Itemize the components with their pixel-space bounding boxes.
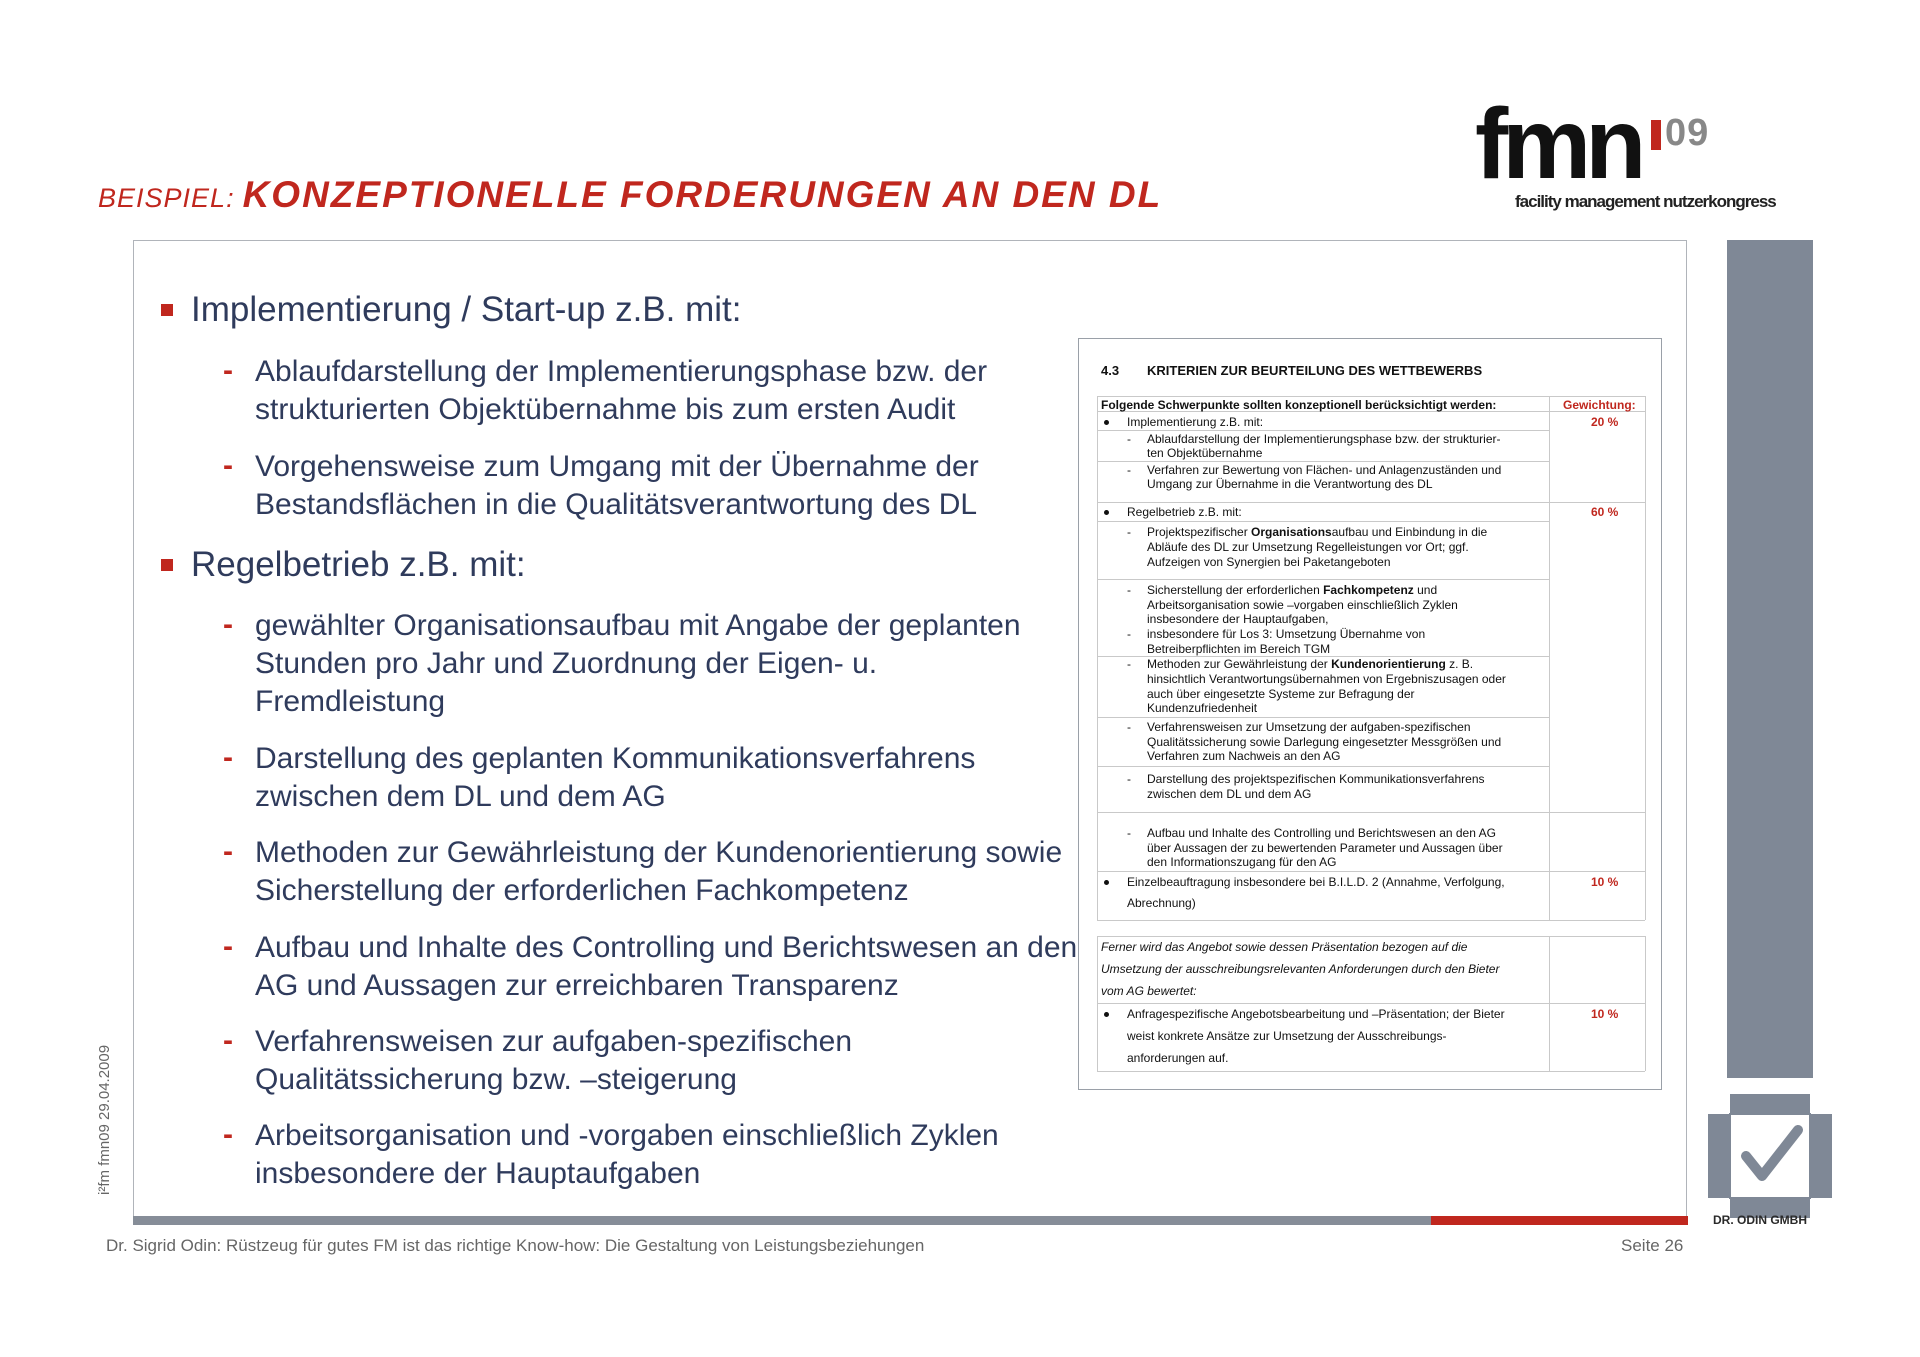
row-text: Aufzeigen von Synergien bei Paketangeboten <box>1147 555 1391 569</box>
dash-icon: - <box>223 608 233 641</box>
company-name: DR. ODIN GMBH <box>1713 1213 1807 1227</box>
table-rule <box>1097 717 1549 718</box>
text-segment: Projektspezifischer <box>1147 525 1252 539</box>
section-title: KRITERIEN ZUR BEURTEILUNG DES WETTBEWERBS <box>1147 363 1483 378</box>
weight-impl: 20 % <box>1591 415 1619 429</box>
vertical-date: i²fm fmn09 29.04.2009 <box>96 1044 113 1195</box>
table-rule <box>1097 936 1645 937</box>
sub-item <box>223 448 1075 524</box>
page-title <box>98 174 1162 216</box>
weight-reg: 60 % <box>1591 505 1619 519</box>
logo-year: 09 <box>1665 112 1710 154</box>
bullet-dot-icon <box>1104 420 1109 425</box>
sub-item <box>223 607 1065 721</box>
row-text: Kundenzufriedenheit <box>1147 701 1258 715</box>
table-rule <box>1097 812 1645 813</box>
row-text: anforderungen auf. <box>1127 1051 1229 1065</box>
table-rule <box>1097 766 1549 767</box>
dash-icon: - <box>223 449 233 482</box>
row-text: insbesondere der Hauptaufgaben, <box>1147 612 1329 626</box>
side-bar <box>1727 240 1813 1078</box>
row-text: Umsetzung der ausschreibungsrelevanten Anforderungen durch den Bieter <box>1101 962 1500 976</box>
text-segment: aufbau und Einbindung in die <box>1331 525 1488 539</box>
row-text: Abrechnung) <box>1127 896 1196 910</box>
sub-item-text: Methoden zur Gewährleistung der Kundenorientierung sowie Sicherstellung der erforderlichen Fachkompetenz <box>255 836 1063 907</box>
text-segment: und <box>1413 583 1438 597</box>
row-text: auch über eingesetzte Systeme zur Befragung der <box>1147 687 1415 701</box>
bottom-bar-red <box>1431 1216 1688 1225</box>
row-text: Darstellung des projektspezifischen Kommunikationsverfahrens <box>1147 772 1485 786</box>
row-text: Verfahrensweisen zur Umsetzung der aufgaben-spezifischen <box>1147 720 1471 734</box>
bullet-label: Implementierung / Start-up z.B. mit: <box>191 290 742 329</box>
dash-icon: - <box>1127 772 1131 786</box>
row-text: Arbeitsorganisation sowie –vorgaben einschließlich Zyklen <box>1147 598 1458 612</box>
sub-item-text: Verfahrensweisen zur aufgaben-spezifischen Qualitätssicherung bzw. –steigerung <box>255 1025 853 1096</box>
weight-anf: 10 % <box>1591 1007 1619 1021</box>
dash-icon: - <box>1127 826 1131 840</box>
bullet-dot-icon <box>1104 880 1109 885</box>
row-text <box>1147 583 1437 598</box>
text-segment: z. B. <box>1445 657 1474 671</box>
table-rule <box>1097 812 1098 920</box>
sub-item-text: Ablaufdarstellung der Implementierungsphase bzw. der strukturierten Objektübernahme bis zum ersten Audit <box>255 355 988 426</box>
bullet-regelbetrieb <box>191 545 526 585</box>
row-text: Abläufe des DL zur Umsetzung Regelleistungen vor Ort; ggf. <box>1147 540 1469 554</box>
text-bold-segment: Organisations <box>1251 525 1332 539</box>
table-rule <box>1097 430 1549 431</box>
sub-item-text: gewählter Organisationsaufbau mit Angabe der geplanten Stunden pro Jahr und Zuordnung der Eigen- u. Fremdleistung <box>255 609 1021 718</box>
table-rule <box>1097 1071 1645 1072</box>
dash-icon: - <box>223 354 233 387</box>
bullet-square-icon <box>161 559 173 571</box>
row-text: Verfahren zum Nachweis an den AG <box>1147 749 1341 763</box>
row-text: Ablaufdarstellung der Implementierungsphase bzw. der strukturier- <box>1147 432 1501 446</box>
bullet-dot-icon <box>1104 510 1109 515</box>
row-einzelbeauftragung: Einzelbeauftragung insbesondere bei B.I.L.D. 2 (Annahme, Verfolgung, <box>1127 875 1505 889</box>
page-number: Seite 26 <box>1621 1236 1684 1255</box>
table-rule <box>1645 936 1646 1071</box>
row-text: Ferner wird das Angebot sowie dessen Präsentation bezogen auf die <box>1101 940 1468 954</box>
row-text: den Informationszugang für den AG <box>1147 855 1337 869</box>
bullet-label: Regelbetrieb z.B. mit: <box>191 545 526 584</box>
row-text: weist konkrete Ansätze zur Umsetzung der Ausschreibungs- <box>1127 1029 1447 1043</box>
text-bold-segment: Kundenorientierung <box>1331 657 1446 671</box>
sub-item <box>223 1023 1065 1099</box>
table-header-right: Gewichtung: <box>1563 398 1636 412</box>
sub-item-text: Arbeitsorganisation und -vorgaben einschließlich Zyklen insbesondere der Hauptaufgaben <box>255 1119 999 1190</box>
dash-icon: - <box>1127 463 1131 477</box>
dash-icon: - <box>223 741 233 774</box>
dash-icon: - <box>1127 720 1131 734</box>
dash-icon: - <box>223 1024 233 1057</box>
sub-item <box>223 740 1065 816</box>
row-text: Qualitätssicherung sowie Darlegung eingesetzter Messgrößen und <box>1147 735 1502 749</box>
table-rule <box>1645 812 1646 920</box>
table-rule <box>1549 812 1550 920</box>
dash-icon: - <box>1127 627 1131 641</box>
row-text: hinsichtlich Verantwortungsübernahmen von Ergebniszusagen oder <box>1147 672 1506 686</box>
logo-text: fmn <box>1475 88 1641 200</box>
sub-item <box>223 834 1085 910</box>
table-rule <box>1097 502 1645 503</box>
bullet-dot-icon <box>1104 1012 1109 1017</box>
sub-item <box>223 353 1085 429</box>
row-text: Umgang zur Übernahme in die Verantwortung des DL <box>1147 477 1433 491</box>
dash-icon: - <box>1127 583 1131 597</box>
fmn-logo <box>1475 88 1815 218</box>
text-bold-segment: Fachkompetenz <box>1323 583 1414 597</box>
bullet-square-icon <box>161 304 173 316</box>
row-implementierung: Implementierung z.B. mit: <box>1127 415 1264 429</box>
title-main: KONZEPTIONELLE FORDERUNGEN AN DEN DL <box>242 174 1163 215</box>
title-prefix: BEISPIEL: <box>98 183 235 213</box>
table-rule <box>1549 396 1550 812</box>
text-segment: Sicherstellung der erforderlichen <box>1147 583 1324 597</box>
dash-icon: - <box>223 1118 233 1151</box>
row-text: insbesondere für Los 3: Umsetzung Übernahme von <box>1147 627 1426 641</box>
table-rule <box>1097 461 1549 462</box>
dash-icon: - <box>1127 657 1131 671</box>
section-number: 4.3 <box>1101 363 1120 378</box>
table-rule <box>1097 920 1645 921</box>
table-header-left: Folgende Schwerpunkte sollten konzeptionell berücksichtigt werden: <box>1101 398 1497 412</box>
dash-icon: - <box>223 835 233 868</box>
sub-item-text: Vorgehensweise zum Umgang mit der Übernahme der Bestandsflächen in die Qualitätsverantwortung des DL <box>255 450 979 521</box>
row-text: zwischen dem DL und dem AG <box>1147 787 1312 801</box>
bullet-implementierung <box>191 290 741 330</box>
row-text: über Aussagen der zu bewertenden Parameter und Aussagen über <box>1147 841 1503 855</box>
document-excerpt <box>1078 338 1662 1090</box>
row-text <box>1147 525 1487 540</box>
row-text: Verfahren zur Bewertung von Flächen- und Anlagenzuständen und <box>1147 463 1502 477</box>
table-rule <box>1097 579 1549 580</box>
footer-text: Dr. Sigrid Odin: Rüstzeug für gutes FM ist das richtige Know-how: Die Gestaltung von Leistungsbeziehungen <box>106 1236 925 1255</box>
checkmark-logo-icon <box>1708 1094 1832 1218</box>
sub-item <box>223 1117 1085 1193</box>
logo-accent-bar <box>1651 120 1661 150</box>
row-anfrage: Anfragespezifische Angebotsbearbeitung und –Präsentation; der Bieter <box>1127 1007 1505 1021</box>
dash-icon: - <box>1127 525 1131 539</box>
bottom-bar-grey <box>133 1216 1431 1225</box>
table-rule <box>1097 521 1549 522</box>
table-rule <box>1097 396 1098 812</box>
table-rule <box>1097 871 1645 872</box>
table-rule <box>1097 396 1645 397</box>
dash-icon: - <box>223 930 233 963</box>
logo-subtitle: facility management nutzerkongress <box>1515 192 1776 211</box>
row-text <box>1147 657 1473 672</box>
sub-item-text: Darstellung des geplanten Kommunikationsverfahrens zwischen dem DL und dem AG <box>255 742 976 813</box>
row-text: Betreiberpflichten im Bereich TGM <box>1147 642 1331 656</box>
text-segment: Methoden zur Gewährleistung der <box>1147 657 1332 671</box>
table-rule <box>1645 396 1646 812</box>
row-text: ten Objektübernahme <box>1147 446 1263 460</box>
weight-einz: 10 % <box>1591 875 1619 889</box>
row-text: Aufbau und Inhalte des Controlling und Berichtswesen an den AG <box>1147 826 1496 840</box>
row-regelbetrieb: Regelbetrieb z.B. mit: <box>1127 505 1242 519</box>
sub-item <box>223 929 1085 1005</box>
row-text: vom AG bewertet: <box>1101 984 1197 998</box>
dash-icon: - <box>1127 432 1131 446</box>
table-rule <box>1097 1003 1645 1004</box>
sub-item-text: Aufbau und Inhalte des Controlling und Berichtswesen an den AG und Aussagen zur erreichbaren Transparenz <box>255 931 1078 1002</box>
